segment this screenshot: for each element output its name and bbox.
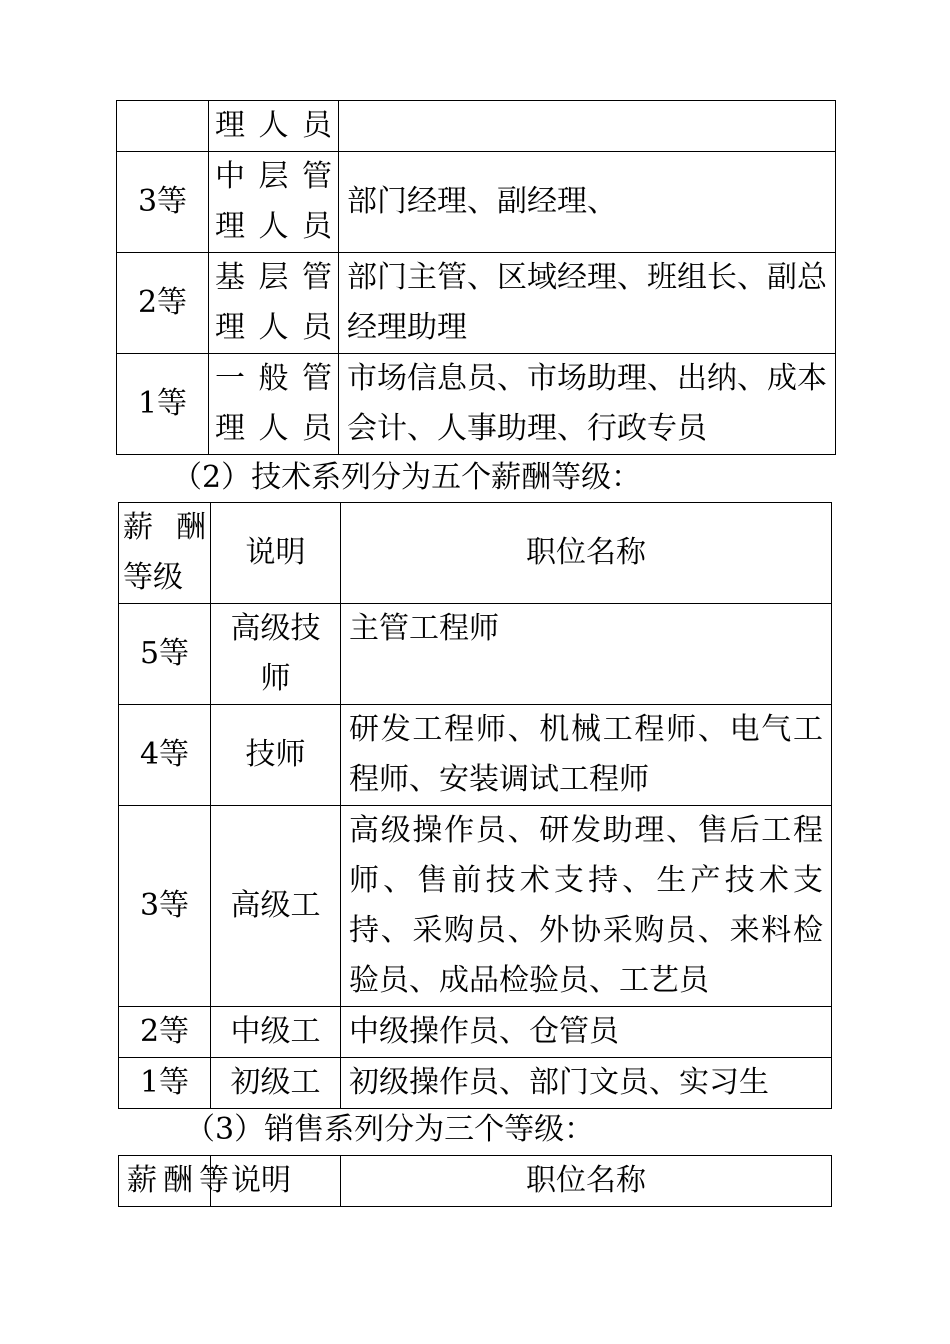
description-cell: 技师 (211, 705, 341, 806)
position-titles-header: 职位名称 (341, 503, 832, 604)
table-row (119, 1007, 832, 1058)
description-cell: 中层管理人员 (209, 152, 339, 253)
grade-cell: 3等 (119, 806, 211, 1007)
description-cell: 理人员 (209, 101, 339, 152)
position-titles-cell (339, 101, 836, 152)
grade-cell: 1等 (119, 1058, 211, 1109)
table-row (119, 705, 832, 806)
table-row (119, 604, 832, 705)
management-grade-table (116, 100, 836, 455)
sales-grade-table (118, 1155, 832, 1207)
description-cell: 中级工 (211, 1007, 341, 1058)
description-cell: 基层管理人员 (209, 253, 339, 354)
grade-cell: 4等 (119, 705, 211, 806)
position-titles-cell: 部门主管、区域经理、班组长、副总经理助理 (339, 253, 836, 354)
table-row (117, 354, 836, 455)
position-titles-cell: 主管工程师 (341, 604, 832, 705)
grade-cell: 3等 (117, 152, 209, 253)
position-titles-cell: 研发工程师、机械工程师、电气工程师、安装调试工程师 (341, 705, 832, 806)
position-titles-header: 职位名称 (341, 1156, 832, 1207)
position-titles-cell: 初级操作员、部门文员、实习生 (341, 1058, 832, 1109)
technical-grade-table (118, 502, 832, 1109)
table-header-row (119, 1156, 832, 1207)
description-cell: 一般管理人员 (209, 354, 339, 455)
grade-cell: 2等 (119, 1007, 211, 1058)
technical-series-heading: （2）技术系列分为五个薪酬等级： (172, 460, 642, 495)
grade-cell: 5等 (119, 604, 211, 705)
position-titles-cell: 高级操作员、研发助理、售后工程师、售前技术支持、生产技术支持、采购员、外协采购员、来料检验员、成品检验员、工艺员 (341, 806, 832, 1007)
description-header: 说明 (211, 503, 341, 604)
table-row (119, 806, 832, 1007)
grade-cell: 2等 (117, 253, 209, 354)
position-titles-cell: 部门经理、副经理、 (339, 152, 836, 253)
description-cell: 高级技师 (211, 604, 341, 705)
grade-cell (117, 101, 209, 152)
grade-header: 薪酬等 (119, 1156, 211, 1207)
position-titles-cell: 市场信息员、市场助理、出纳、成本会计、人事助理、行政专员 (339, 354, 836, 455)
sales-series-heading: （3）销售系列分为三个等级： (185, 1112, 595, 1147)
position-titles-cell: 中级操作员、仓管员 (341, 1007, 832, 1058)
table-header-row (119, 503, 832, 604)
table-row (117, 101, 836, 152)
grade-header: 薪酬等级 (119, 503, 211, 604)
description-header: 说明 (211, 1156, 341, 1207)
grade-cell: 1等 (117, 354, 209, 455)
table-row (117, 253, 836, 354)
description-cell: 初级工 (211, 1058, 341, 1109)
table-row (117, 152, 836, 253)
table-row (119, 1058, 832, 1109)
description-cell: 高级工 (211, 806, 341, 1007)
